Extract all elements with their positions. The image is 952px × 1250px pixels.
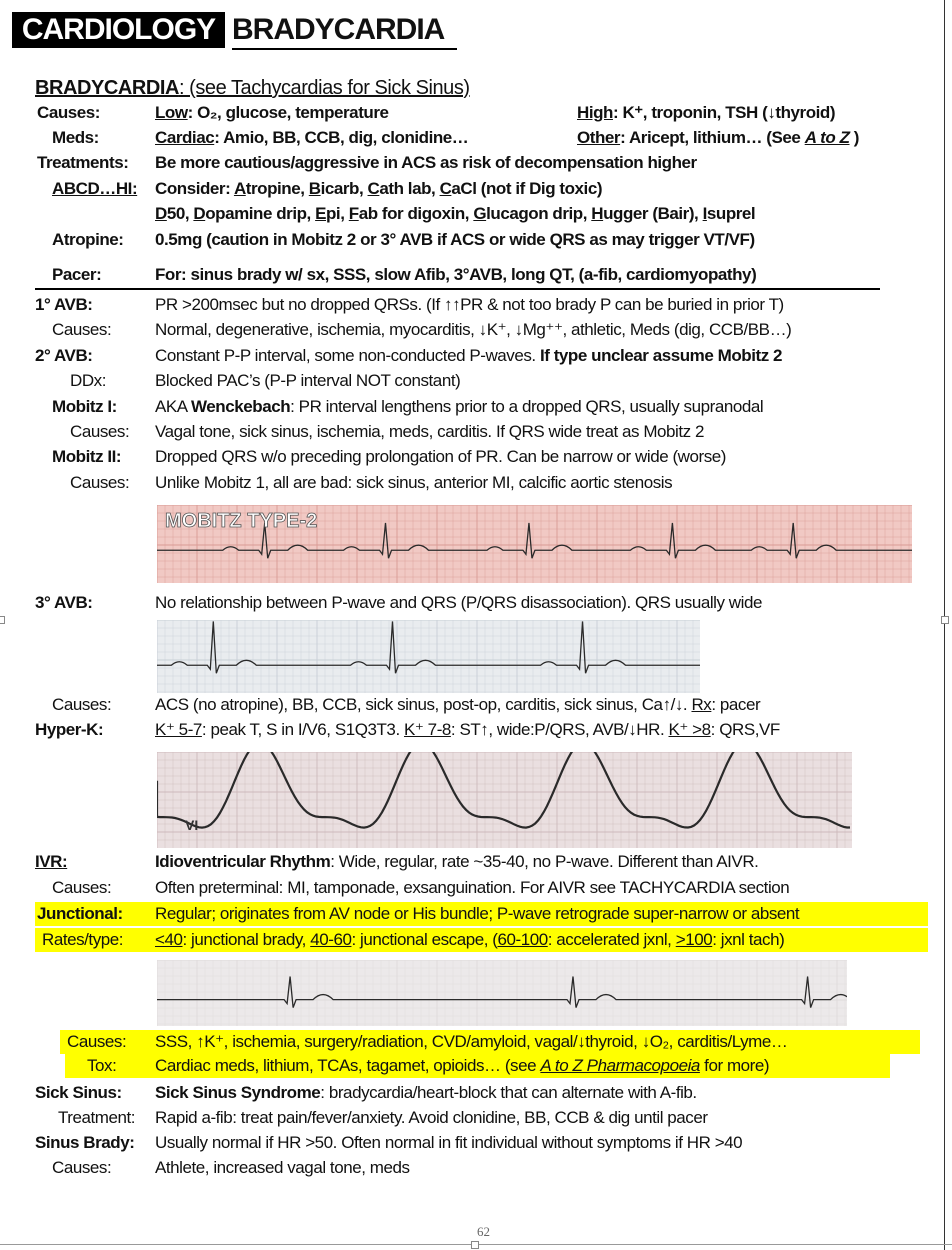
text-segment: Rapid a-fib: treat pain/fever/anxiety. Avoid clonidine, BB, CCB & dig until pacer [155,1108,708,1127]
text-segment: 60-100 [497,930,548,949]
section-divider [35,288,880,290]
text-segment: Idioventricular Rhythm [155,852,331,871]
text-segment: opamine drip, [205,204,316,223]
text-row [0,928,952,952]
text-segment: B [308,179,321,198]
text-segment: Consider: [155,179,234,198]
row-label: DDx: [70,371,106,390]
row-label: Treatment: [58,1108,136,1127]
text-segment: : junctional escape, ( [351,930,498,949]
text-segment: A to Z [804,128,850,147]
text-segment: icarb, [320,179,368,198]
row-label: Causes: [52,1158,112,1177]
text-row [0,1156,952,1180]
page-handle-left [0,616,5,624]
row-content [155,928,784,952]
row-content-right [577,101,835,125]
row-label: Mobitz II: [52,447,122,466]
text-segment: Be more cautious/aggressive in ACS as risk of decompensation higher [155,153,697,172]
text-row [0,151,952,175]
text-segment: : jxnl tach) [712,930,785,949]
text-row [0,445,952,469]
row-label: Sinus Brady: [35,1133,135,1152]
text-segment: SSS, ↑K⁺, ischemia, surgery/radiation, CVD/amyloid, vagal/↓thyroid, ↓O₂, carditis/Lyme… [155,1032,788,1051]
row-label: ABCD…HI: [52,179,138,198]
row-content [155,591,762,615]
text-segment: G [473,204,487,223]
text-segment: D [193,204,206,223]
text-row [0,202,952,226]
text-row [0,318,952,342]
text-segment: 50, [166,204,194,223]
ecg-strip-third-degree-avb [157,620,700,693]
row-label: Pacer: [52,265,102,284]
text-segment: : accelerated jxnl, [547,930,676,949]
text-segment: pi, [326,204,349,223]
ecg-caption: VI [185,817,199,833]
row-label: Sick Sinus: [35,1083,122,1102]
text-segment: Sick Sinus Syndrome [155,1083,321,1102]
ecg-caption: MOBITZ TYPE-2 [165,510,318,532]
text-segment: aCl (not if Dig toxic) [451,179,603,198]
row-content [155,1156,410,1180]
text-segment: >100 [675,930,713,949]
text-segment: : PR interval lengthens prior to a dropped QRS, usually supranodal [290,397,764,416]
row-label: Junctional: [37,904,123,923]
text-row [0,471,952,495]
text-segment: K⁺ 7-8 [404,720,451,739]
text-segment: F [348,204,359,223]
text-segment: If type unclear assume Mobitz 2 [539,346,783,365]
row-label: Atropine: [52,230,124,249]
ecg-strip-mobitz-type-2 [157,505,912,583]
row-content [155,850,758,874]
text-row [0,344,952,368]
text-segment: ath lab, [379,179,440,198]
text-row [0,126,952,150]
text-row [0,850,952,874]
text-row [0,228,952,252]
text-row [0,1081,952,1105]
ecg-strip-hyperkalemia [157,752,852,848]
text-segment: K⁺ 5-7 [155,720,202,739]
text-segment: : (see Tachycardias for Sick Sinus) [178,77,470,99]
text-segment: Rx [691,695,712,714]
row-content [155,126,468,150]
row-content [155,1131,742,1155]
row-label: Mobitz I: [52,397,117,416]
row-content [155,344,782,368]
row-content [155,420,704,444]
row-label: Rates/type: [42,930,124,949]
text-segment: Other [577,128,621,147]
text-segment: C [439,179,452,198]
row-content [155,369,460,393]
text-segment: Usually normal if HR >50. Often normal in fit individual without symptoms if HR >40 [155,1133,743,1152]
ecg-strip-junctional [157,960,847,1026]
text-row [0,177,952,201]
row-content [155,902,799,926]
row-content [155,101,389,125]
text-segment: lucagon drip, [486,204,592,223]
row-label: Causes: [70,473,130,492]
text-segment: H [591,204,604,223]
text-segment: ugger (Bair), [603,204,703,223]
text-segment: : Amio, BB, CCB, dig, clonidine… [214,128,469,147]
text-segment: Dropped QRS w/o preceding prolongation of PR. Can be narrow or wide (worse) [155,447,726,466]
row-label: Causes: [52,320,112,339]
text-segment: C [367,179,380,198]
text-row [0,876,952,900]
text-segment: AKA [155,397,192,416]
row-content [155,1106,708,1130]
text-row [0,293,952,317]
row-content-right [577,126,859,150]
text-segment: Wenckebach [191,397,291,416]
text-segment: No relationship between P-wave and QRS (P/QRS disassociation). QRS usually wide [155,593,762,612]
page-title: BRADYCARDIA [232,12,457,50]
row-label: Meds: [52,128,99,147]
row-label: 2° AVB: [35,346,93,365]
row-content [155,445,726,469]
text-segment: Vagal tone, sick sinus, ischemia, meds, carditis. If QRS wide treat as Mobitz 2 [155,422,704,441]
text-segment: : Wide, regular, rate ~35-40, no P-wave. Different than AIVR. [330,852,759,871]
text-segment: : O₂, glucose, temperature [187,103,389,122]
text-segment: Athlete, increased vagal tone, meds [155,1158,410,1177]
row-label: Causes: [37,103,100,122]
row-content [155,151,697,175]
text-row [0,1054,952,1078]
row-label: Treatments: [37,153,129,172]
text-segment: 0.5mg (caution in Mobitz 2 or 3° AVB if ACS or wide QRS as may trigger VT/VF) [155,230,755,249]
text-segment: A to Z Pharmacopoeia [540,1056,700,1075]
row-label: Causes: [52,878,112,897]
text-row [0,1131,952,1155]
row-label: 1° AVB: [35,295,93,314]
section-label: CARDIOLOGY [12,12,225,48]
text-segment: PR >200msec but no dropped QRSs. (If ↑↑PR & not too brady P can be buried in prior T) [155,295,784,314]
text-row [0,263,952,287]
row-content [155,1030,787,1054]
text-segment: ab for digoxin, [358,204,474,223]
row-label: IVR: [35,852,68,871]
text-segment: E [315,204,326,223]
text-segment: Constant P-P interval, some non-conducted P-waves. [155,346,540,365]
text-row [0,101,952,125]
row-content [155,177,602,201]
text-segment: Regular; originates from AV node or His bundle; P-wave retrograde super-narrow or absent [155,904,800,923]
text-row [0,902,952,926]
page-handle-bottom [471,1241,479,1249]
row-content [155,293,784,317]
text-segment: Cardiac meds, lithium, TCAs, tagamet, opioids… (see [155,1056,541,1075]
row-label: Tox: [87,1056,117,1075]
text-segment: Unlike Mobitz 1, all are bad: sick sinus, anterior MI, calcific aortic stenosis [155,473,673,492]
row-content [155,876,789,900]
text-segment: Normal, degenerative, ischemia, myocarditis, ↓K⁺, ↓Mg⁺⁺, athletic, Meds (dig, CCB/BB…) [155,320,792,339]
text-segment: A [233,179,246,198]
text-row [0,1106,952,1130]
text-segment: D [155,204,167,223]
text-segment: K⁺ >8 [668,720,711,739]
text-row [0,1030,952,1054]
text-row [0,591,952,615]
text-row [0,395,952,419]
text-segment: : bradycardia/heart-block that can alternate with A-fib. [320,1083,697,1102]
text-segment: : junctional brady, [182,930,311,949]
text-row [0,369,952,393]
text-segment: : ST↑, wide:P/QRS, AVB/↓HR. [450,720,669,739]
text-segment: : QRS,VF [710,720,780,739]
row-content [155,202,755,226]
text-segment: High [577,103,613,122]
row-label: Hyper-K: [35,720,104,739]
text-segment: tropine, [245,179,309,198]
text-row [0,718,952,742]
text-segment: ACS (no atropine), BB, CCB, sick sinus, post-op, carditis, sick sinus, Ca↑/↓. [155,695,692,714]
text-segment: suprel [706,204,756,223]
row-content [155,263,756,287]
row-content [155,395,763,419]
row-content [35,76,470,100]
text-segment: <40 [155,930,183,949]
text-segment: ) [849,128,859,147]
row-content [155,228,755,252]
text-segment: : Aricept, lithium… (See [620,128,805,147]
page-number: 62 [477,1224,490,1239]
row-content [155,693,760,717]
text-row [0,420,952,444]
text-segment: For: sinus brady w/ sx, SSS, slow Afib, 3°AVB, long QT, (a-fib, cardiomyopathy) [155,265,757,284]
text-row [0,76,952,100]
text-segment: : peak T, S in I/V6, S1Q3T3. [201,720,404,739]
row-content [155,318,791,342]
text-segment: : pacer [711,695,761,714]
text-segment: Blocked PAC’s (P-P interval NOT constant) [155,371,461,390]
row-content [155,1081,697,1105]
text-segment: 40-60 [310,930,352,949]
text-segment: for more) [699,1056,770,1075]
text-row [0,693,952,717]
text-segment: BRADYCARDIA [35,77,179,99]
page-handle-right [941,616,949,624]
row-label: Causes: [52,695,112,714]
text-segment: : K⁺, troponin, TSH (↓thyroid) [612,103,836,122]
row-content [155,1054,769,1078]
row-content [155,718,780,742]
text-segment: Cardiac [155,128,215,147]
text-segment: Often preterminal: MI, tamponade, exsanguination. For AIVR see TACHYCARDIA section [155,878,790,897]
row-label: Causes: [70,422,130,441]
text-segment: Low [155,103,188,122]
text-segment: I [702,204,707,223]
row-content [155,471,672,495]
row-label: Causes: [67,1032,127,1051]
row-label: 3° AVB: [35,593,93,612]
